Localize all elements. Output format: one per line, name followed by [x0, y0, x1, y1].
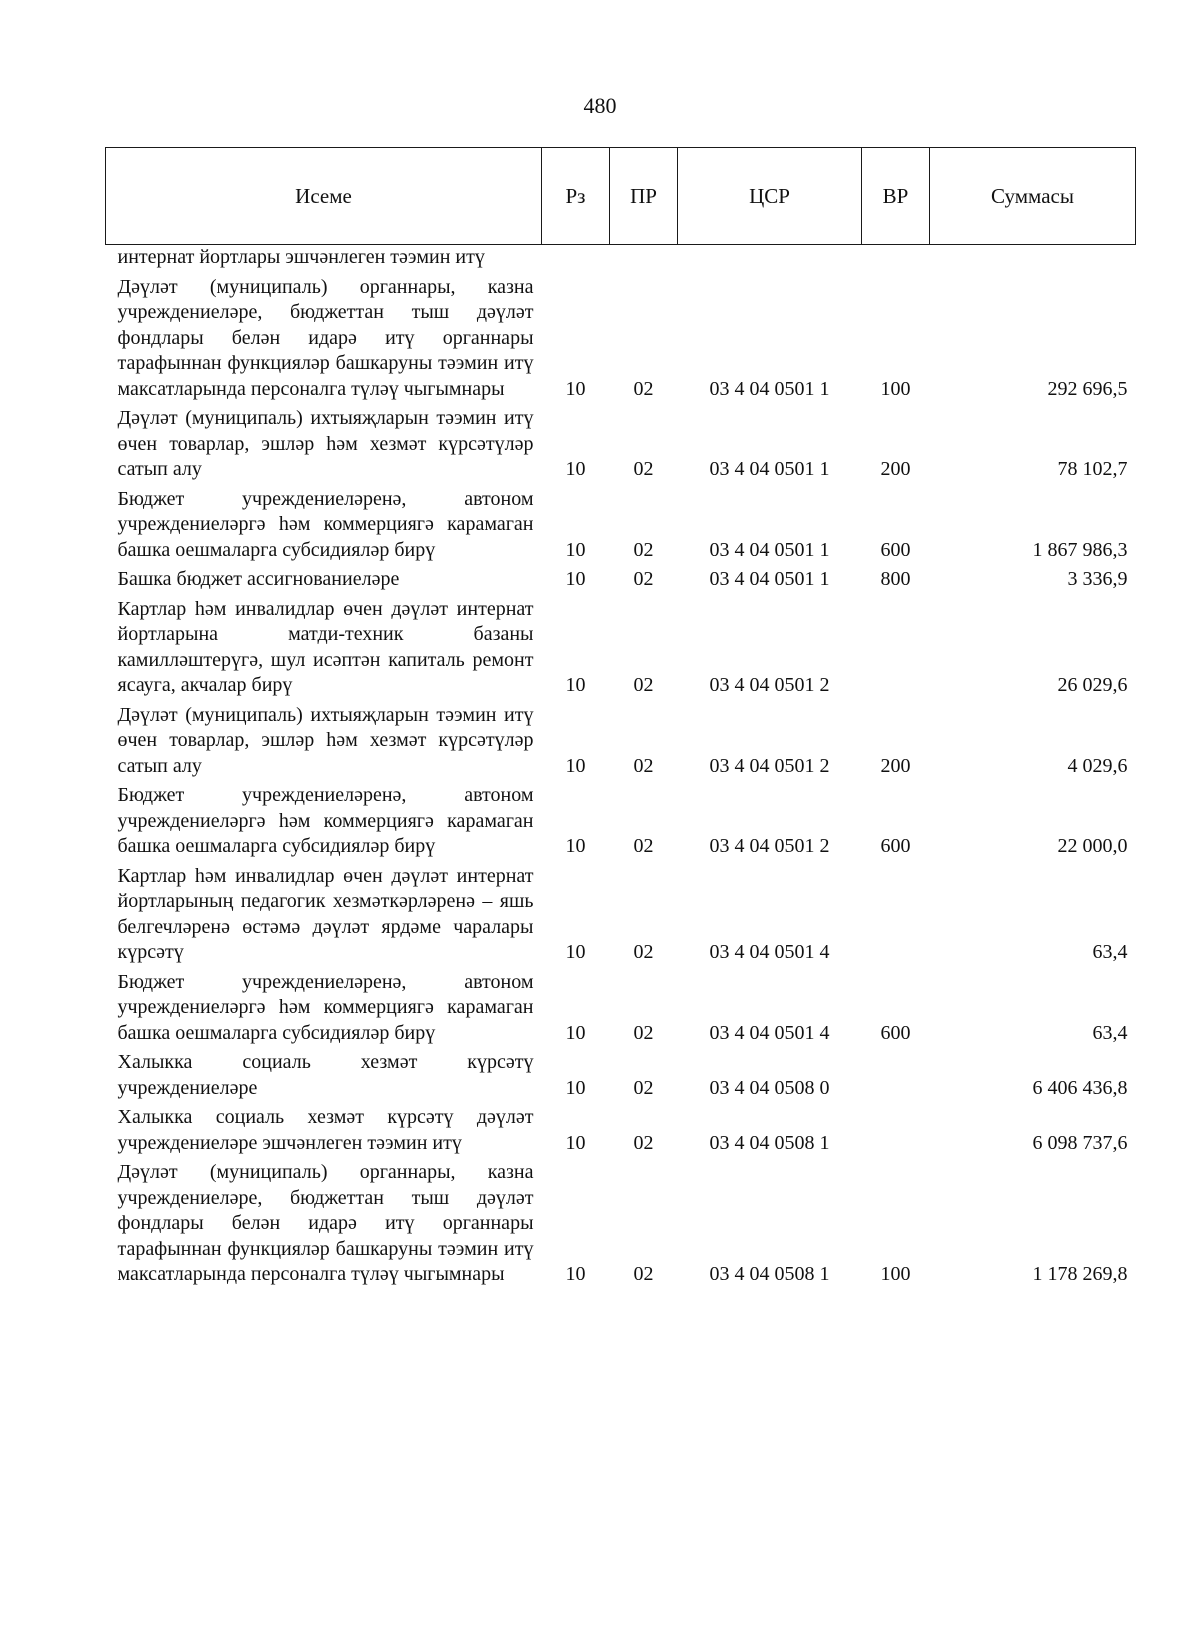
cell-vr: 600 [880, 1021, 911, 1044]
cell-name: интернат йортлары эшчәнлеген тәэмин итү [117, 246, 485, 268]
cell-csr [678, 245, 862, 271]
cell-pr: 02 [633, 1021, 654, 1044]
cell-vr: 200 [880, 754, 911, 777]
cell-name: Халыкка социаль хезмәт күрсәтү дәүләт учреждениеләре эшчәнлеген тәэмин итү [117, 1106, 534, 1154]
cell-sum: 26 029,6 [1057, 674, 1128, 696]
cell-name: Халыкка социаль хезмәт күрсәтү учреждениеләре [117, 1051, 534, 1099]
cell-csr: 03 4 04 0501 2 [709, 754, 830, 777]
table-row [106, 593, 1136, 699]
cell-sum: 4 029,6 [1067, 754, 1128, 777]
cell-csr: 03 4 04 0508 1 [709, 1263, 830, 1285]
cell-vr: 200 [880, 458, 911, 480]
cell-sum: 1 178 269,8 [1032, 1263, 1128, 1285]
cell-rz: 10 [565, 754, 586, 777]
cell-csr: 03 4 04 0501 1 [709, 377, 830, 400]
cell-sum: 78 102,7 [1057, 458, 1128, 480]
cell-rz: 10 [565, 377, 586, 400]
cell-vr: 100 [880, 1263, 911, 1285]
cell-name: Дәүләт (муниципаль) органнары, казна учреждениеләре, бюджеттан тыш дәүләт фондлары белән идарә итү органнары тарафыннан функцияләр башкаруны тәэмин итү максатларында персоналга түләү чыгымнары [117, 275, 534, 400]
cell-name: Дәүләт (муниципаль) органнары, казна учреждениеләре, бюджеттан тыш дәүләт фондлары белән идарә итү органнары тарафыннан функцияләр башкаруны тәэмин итү максатларында персоналга түләү чыгымнары [117, 1161, 534, 1285]
cell-pr [610, 245, 678, 271]
cell-csr: 03 4 04 0501 1 [709, 458, 830, 480]
cell-vr: 600 [880, 538, 911, 561]
cell-name: Бюджет учреждениеләренә, автоном учреждениеләргә һәм коммерциягә карамаган башка оешмаларга субсидияләр бирү [117, 487, 534, 561]
cell-csr: 03 4 04 0501 4 [709, 941, 830, 963]
page-number: 480 [583, 93, 617, 118]
cell-vr: 800 [880, 568, 911, 590]
table-body [106, 245, 1136, 1288]
cell-sum: 22 000,0 [1057, 835, 1128, 857]
cell-vr [862, 1046, 930, 1101]
table-row [106, 1046, 1136, 1101]
cell-csr: 03 4 04 0501 2 [709, 835, 830, 857]
cell-csr: 03 4 04 0501 1 [709, 568, 830, 590]
cell-rz: 10 [565, 941, 586, 963]
budget-table [105, 147, 1136, 1288]
cell-sum: 6 406 436,8 [1032, 1076, 1128, 1099]
cell-pr: 02 [633, 1076, 654, 1099]
cell-pr: 02 [633, 1263, 654, 1285]
cell-vr: 100 [880, 377, 911, 400]
cell-pr: 02 [633, 941, 654, 963]
cell-name: Бюджет учреждениеләренә, автоном учреждениеләргә һәм коммерциягә карамаган башка оешмаларга субсидияләр бирү [117, 970, 534, 1044]
table-header-row [106, 148, 1136, 245]
cell-pr: 02 [633, 835, 654, 857]
cell-pr: 02 [633, 1131, 654, 1154]
cell-sum: 292 696,5 [1047, 377, 1128, 400]
cell-csr: 03 4 04 0508 1 [709, 1131, 830, 1154]
table-row [106, 483, 1136, 564]
cell-sum: 1 867 986,3 [1032, 538, 1128, 561]
table-row [106, 271, 1136, 403]
table-row [106, 699, 1136, 780]
cell-rz: 10 [565, 1131, 586, 1154]
cell-sum: 6 098 737,6 [1032, 1131, 1128, 1154]
cell-vr [862, 593, 930, 699]
cell-sum: 3 336,9 [1067, 568, 1128, 590]
table-row [106, 966, 1136, 1047]
table-row [106, 1101, 1136, 1156]
cell-pr: 02 [633, 568, 654, 590]
cell-pr: 02 [633, 458, 654, 480]
cell-pr: 02 [633, 538, 654, 561]
cell-name: Картлар һәм инвалидлар өчен дәүләт интернат йортларына матди-техник базаны камилләштерүгә, шул исәптән капиталь ремонт ясауга, акчалар бирү [117, 597, 534, 696]
cell-pr: 02 [633, 754, 654, 777]
cell-rz: 10 [565, 1076, 586, 1099]
header-csr: ЦСР [678, 148, 862, 245]
cell-name: Дәүләт (муниципаль) ихтыяҗларын тәэмин итү өчен товарлар, эшләр һәм хезмәт күрсәтүләр сатып алу [117, 407, 534, 480]
cell-rz: 10 [565, 458, 586, 480]
header-vr: ВР [862, 148, 930, 245]
cell-name: Картлар һәм инвалидлар өчен дәүләт интернат йортларының педагогик хезмәткәрләренә – яшь белгечләренә өстәмә дәүләт ярдәме чаралары күрсәтү [117, 864, 534, 963]
table-row [106, 860, 1136, 966]
header-name: Исеме [106, 148, 542, 245]
cell-rz [542, 245, 610, 271]
cell-sum: 63,4 [1092, 941, 1128, 963]
cell-vr: 600 [880, 835, 911, 857]
cell-vr [862, 245, 930, 271]
cell-rz: 10 [565, 835, 586, 857]
cell-csr: 03 4 04 0501 4 [709, 1021, 830, 1044]
table-row [106, 402, 1136, 483]
cell-vr [862, 860, 930, 966]
cell-csr: 03 4 04 0501 1 [709, 538, 830, 561]
cell-rz: 10 [565, 1021, 586, 1044]
table-row [106, 245, 1136, 271]
cell-sum: 63,4 [1092, 1021, 1128, 1044]
cell-csr: 03 4 04 0501 2 [709, 674, 830, 696]
table-row [106, 779, 1136, 860]
table-row [106, 563, 1136, 593]
cell-rz: 10 [565, 538, 586, 561]
header-pr: ПР [610, 148, 678, 245]
header-sum: Суммасы [930, 148, 1136, 245]
cell-rz: 10 [565, 674, 586, 696]
cell-name: Бюджет учреждениеләренә, автоном учреждениеләргә һәм коммерциягә карамаган башка оешмаларга субсидияләр бирү [117, 784, 534, 857]
cell-pr: 02 [633, 674, 654, 696]
table-row [106, 1156, 1136, 1288]
cell-name: Башка бюджет ассигнованиеләре [117, 568, 400, 590]
header-rz: Рз [542, 148, 610, 245]
cell-pr: 02 [633, 377, 654, 400]
cell-name: Дәүләт (муниципаль) ихтыяҗларын тәэмин итү өчен товарлар, эшләр һәм хезмәт күрсәтүләр сатып алу [117, 703, 534, 777]
cell-rz: 10 [565, 1263, 586, 1285]
cell-rz: 10 [565, 568, 586, 590]
cell-csr: 03 4 04 0508 0 [709, 1076, 830, 1099]
cell-vr [862, 1101, 930, 1156]
cell-sum [930, 245, 1136, 271]
